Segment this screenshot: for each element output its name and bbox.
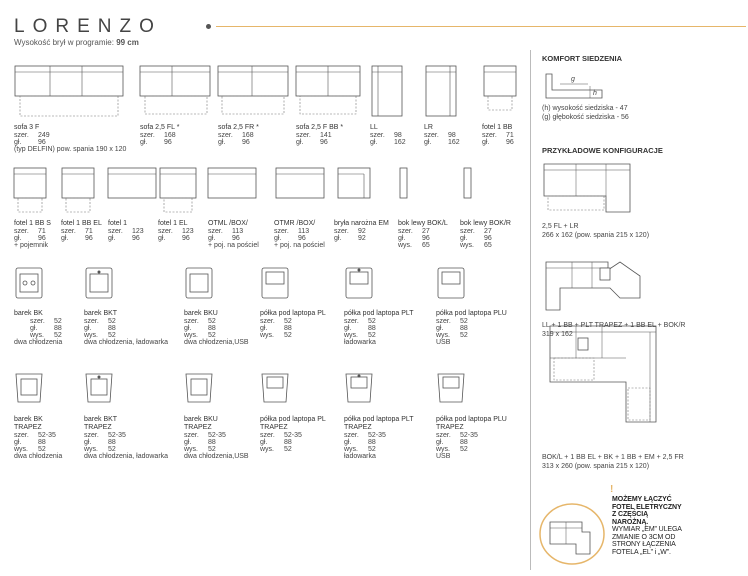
warning-icon: ! (610, 484, 614, 495)
item-polka-plt-trapez: półka pod laptopa PLT TRAPEZ szer. 52-35 gł. 88 wys. 52 ładowarka (344, 416, 414, 460)
pl-trapez-drawing (262, 374, 288, 402)
item-polka-pl-trapez: półka pod laptopa PL TRAPEZ szer. 52-35 gł. 88 wys. 52 (260, 416, 326, 453)
bku-trapez-drawing (186, 374, 212, 402)
fotel-1bb-drawing (484, 66, 516, 110)
item-name: półka pod laptopa PL (260, 416, 326, 423)
otml-drawing (208, 168, 256, 198)
item-name: barek BKT (84, 310, 118, 317)
item-name: bok lewy BOK/L (398, 220, 448, 227)
item-name: barek BKT (84, 416, 118, 423)
item-name: fotel 1 BB S (14, 220, 51, 227)
page-title: LORENZO (14, 16, 162, 37)
item-name: fotel 1 BB EL (61, 220, 102, 227)
item-barek-bkt: barek BKT szer. 52 gł. 88 wys. 52 dwa chłodzenia, ładowarka (84, 310, 169, 346)
sofa-25fbb-drawing (296, 66, 360, 114)
item-bokl: bok lewy BOK/L szer. 27 gł. 96 wys. 65 (398, 220, 448, 249)
config3-drawing (550, 326, 656, 422)
pl-drawing (262, 268, 288, 298)
item-name: fotel 1 EL (158, 220, 188, 227)
fotel-1el-drawing (160, 168, 196, 212)
item-name: półka pod laptopa PLU (436, 416, 507, 423)
config-title: PRZYKŁADOWE KONFIGURACJE (542, 146, 663, 155)
item-barek-bk: barek BK szer. 52 gł. 88 wys. 52 dwa chłodzenia (14, 310, 63, 346)
item-ll: LL szer. 98 gł. 162 (370, 124, 406, 146)
otmr-drawing (276, 168, 324, 198)
item-barek-bk-trapez: barek BK TRAPEZ szer. 52-35 gł. 88 wys. 52 dwa chłodzenia (14, 416, 63, 460)
item-sub: TRAPEZ (436, 424, 464, 431)
config3-text: BOK/L + 1 BB EL + BK + 1 BB + EM + 2,5 FR 313 x 260 (pow. spania 215 x 120) (542, 454, 684, 470)
item-sub: TRAPEZ (260, 424, 288, 431)
fotel-1-drawing (108, 168, 156, 198)
seat-depth-label: g (571, 76, 575, 83)
config1-drawing (544, 164, 630, 212)
config2-text: LL + 1 BB + PLT TRAPEZ + 1 BB EL + BOK/R 319 x 162 (542, 322, 686, 338)
item-fotel-1bbs: fotel 1 BB S szer. 71 gł. 96 + pojemnik (14, 220, 51, 249)
bokr-drawing (464, 168, 471, 198)
item-name: sofa 2,5 F BB * (296, 124, 344, 131)
seat-profile-diagram (542, 66, 612, 102)
item-polka-plt: półka pod laptopa PLT szer. 52 gł. 88 wys. 52 ładowarka (344, 310, 414, 346)
panel-divider (530, 50, 531, 570)
fotel-1bbel-drawing (62, 168, 94, 212)
item-name: fotel 1 (108, 220, 128, 227)
item-name: półka pod laptopa PL (260, 310, 326, 317)
item-lr: LR szer. 98 gł. 162 (424, 124, 460, 146)
item-bokr: bok lewy BOK/R szer. 27 gł. 96 wys. 65 (460, 220, 511, 249)
item-name: barek BKU (184, 416, 218, 423)
plt-drawing (346, 268, 372, 298)
bokl-drawing (400, 168, 407, 198)
ll-drawing (372, 66, 402, 116)
item-sub: TRAPEZ (184, 424, 212, 431)
config-drawings (540, 160, 748, 470)
comfort-specs: (h) wysokość siedziska - 47 (g) głębokość siedziska - 56 (542, 105, 629, 121)
bkt-trapez-drawing (86, 374, 112, 402)
item-name: sofa 2,5 FR * (218, 124, 259, 131)
item-barek-bku-trapez: barek BKU TRAPEZ szer. 52-35 gł. 88 wys. 52 dwa chłodzenia,USB (184, 416, 249, 460)
item-name: półka pod laptopa PLT (344, 310, 414, 317)
plu-trapez-drawing (438, 374, 464, 402)
electric-corner-drawing (536, 492, 608, 572)
item-name: LR (424, 124, 433, 131)
item-sofa-25fl: sofa 2,5 FL * szer. 168 gł. 96 (140, 124, 180, 146)
bk-drawing (16, 268, 42, 298)
item-name: bok lewy BOK/R (460, 220, 511, 227)
item-em: bryła narożna EM szer. 92 gł. 92 (334, 220, 389, 242)
seat-height-label: h (593, 90, 597, 97)
item-sofa-3f: sofa 3 F szer. 249 gł. 96 (typ DELFIN) pow. spania 190 x 120 (14, 124, 127, 153)
item-fotel-1el: fotel 1 EL szer. 123 gł. 96 (158, 220, 194, 242)
item-sub: TRAPEZ (344, 424, 372, 431)
sofa-25fl-drawing (140, 66, 210, 114)
sofa-25fr-drawing (218, 66, 288, 114)
bk-trapez-drawing (16, 374, 42, 402)
item-name: OTMR /BOX/ (274, 220, 316, 227)
lr-drawing (426, 66, 456, 116)
item-barek-bkt-trapez: barek BKT TRAPEZ szer. 52-35 gł. 88 wys. 52 dwa chłodzenia, ładowarka (84, 416, 169, 460)
page-subtitle: Wysokość brył w programie: 99 cm (14, 38, 139, 47)
item-name: barek BK (14, 416, 43, 423)
plu-drawing (438, 268, 464, 298)
item-name: półka pod laptopa PLU (436, 310, 507, 317)
fotel-1bbs-drawing (14, 168, 46, 212)
item-sub: TRAPEZ (14, 424, 42, 431)
sofa-3f-drawing (15, 66, 123, 116)
item-fotel-1bbel: fotel 1 BB EL szer. 71 gł. 96 (61, 220, 102, 242)
item-name: fotel 1 BB (482, 124, 513, 131)
item-name: sofa 3 F (14, 124, 40, 131)
item-barek-bku: barek BKU szer. 52 gł. 88 wys. 52 dwa chłodzenia,USB (184, 310, 249, 346)
item-name: bryła narożna EM (334, 220, 389, 227)
item-name: barek BK (14, 310, 43, 317)
item-fotel-1bb: fotel 1 BB szer. 71 gł. 96 (482, 124, 514, 146)
config2-drawing (546, 262, 640, 310)
item-name: OTML /BOX/ (208, 220, 248, 227)
item-name: LL (370, 124, 378, 131)
item-name: sofa 2,5 FL * (140, 124, 180, 131)
item-sofa-25fr: sofa 2,5 FR * szer. 168 gł. 96 (218, 124, 259, 146)
bkt-drawing (86, 268, 112, 298)
config1-text: 2,5 FL + LR 266 x 162 (pow. spania 215 x 120) (542, 223, 650, 239)
item-sofa-25fbb: sofa 2,5 F BB * szer. 141 gł. 96 (296, 124, 344, 146)
em-drawing (338, 168, 370, 198)
bku-drawing (186, 268, 212, 298)
item-name: barek BKU (184, 310, 218, 317)
item-polka-pl: półka pod laptopa PL szer. 52 gł. 88 wys. 52 (260, 310, 326, 339)
item-fotel-1: fotel 1 szer. 123 gł. 96 (108, 220, 144, 242)
warning-text: MOŻEMY ŁĄCZYĆ FOTEL ELETRYCZNY Z CZĘŚCIĄ NAROŻNĄ. WYMIAR „EM” ULEGA ZMIANIE O 3CM OD STRONY ŁĄCZENIA FOTELA „EL” i „W”. (612, 496, 682, 556)
item-otmr: OTMR /BOX/ szer. 113 gł. 96 + poj. na pościel (274, 220, 325, 249)
comfort-title: KOMFORT SIEDZENIA (542, 54, 622, 63)
item-otml: OTML /BOX/ szer. 113 gł. 96 + poj. na pościel (208, 220, 259, 249)
item-name: półka pod laptopa PLT (344, 416, 414, 423)
plt-trapez-drawing (346, 374, 372, 402)
item-polka-plu: półka pod laptopa PLU szer. 52 gł. 88 wys. 52 USB (436, 310, 507, 346)
item-sub: TRAPEZ (84, 424, 112, 431)
item-polka-plu-trapez: półka pod laptopa PLU TRAPEZ szer. 52-35 gł. 88 wys. 52 USB (436, 416, 507, 460)
